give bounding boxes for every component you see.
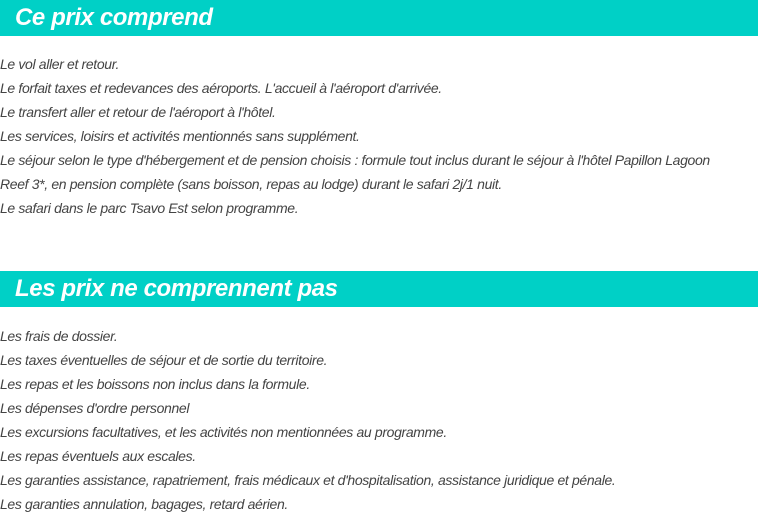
list-item: Les excursions facultatives, et les activités non mentionnées au programme. bbox=[0, 424, 447, 440]
price-excludes-header bbox=[0, 271, 758, 307]
price-includes-title: Ce prix comprend bbox=[15, 4, 213, 31]
price-includes-section bbox=[0, 0, 758, 220]
list-item: Les taxes éventuelles de séjour et de sortie du territoire. bbox=[0, 352, 328, 368]
list-item: Les repas éventuels aux escales. bbox=[0, 448, 196, 464]
list-item: Les services, loisirs et activités mentionnés sans supplément. bbox=[0, 128, 360, 144]
list-item: Reef 3*, en pension complète (sans boisson, repas au lodge) durant le safari 2j/1 nuit. bbox=[0, 176, 502, 192]
list-item: Le transfert aller et retour de l'aéroport à l'hôtel. bbox=[0, 104, 276, 120]
price-excludes-title: Les prix ne comprennent pas bbox=[15, 275, 338, 302]
list-item: Les repas et les boissons non inclus dans la formule. bbox=[0, 376, 310, 392]
list-item: Les dépenses d'ordre personnel bbox=[0, 400, 190, 416]
price-excludes-section bbox=[0, 271, 758, 516]
list-item: Les garanties assistance, rapatriement, frais médicaux et d'hospitalisation, assistance juridique et pénale. bbox=[0, 472, 616, 488]
price-includes-list bbox=[0, 52, 758, 220]
list-item: Les garanties annulation, bagages, retard aérien. bbox=[0, 496, 288, 512]
list-item: Les frais de dossier. bbox=[0, 328, 118, 344]
list-item: Le forfait taxes et redevances des aéroports. L'accueil à l'aéroport d'arrivée. bbox=[0, 80, 442, 96]
list-item: Le vol aller et retour. bbox=[0, 56, 120, 72]
price-excludes-list bbox=[0, 324, 758, 516]
list-item: Le séjour selon le type d'hébergement et de pension choisis : formule tout inclus durant le séjour à l'hôtel Papillon Lagoon bbox=[0, 152, 710, 168]
list-item: Le safari dans le parc Tsavo Est selon programme. bbox=[0, 200, 299, 216]
price-includes-header bbox=[0, 0, 758, 36]
